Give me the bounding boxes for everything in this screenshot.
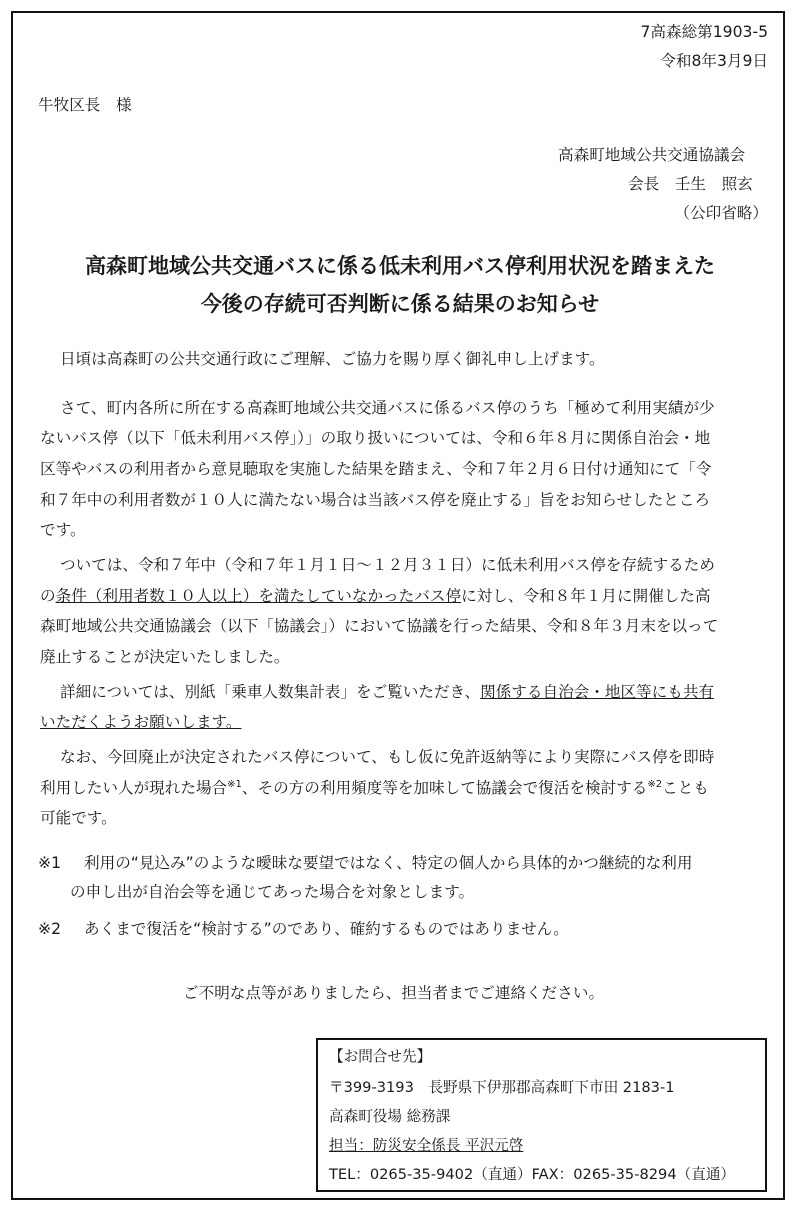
paragraph-5-line-2-middle: 、その方の利用頻度等を加味して協議会で復活を検討する xyxy=(241,779,648,797)
paragraph-5-line-1: なお、今回廃止が決定されたバス停について、もし仮に免許返納等により実際にバス停を即時 xyxy=(60,748,715,766)
paragraph-2-line-3: 区等やバスの利用者から意見聴取を実施した結果を踏まえ、令和７年２月６日付け通知にて「令 xyxy=(40,460,712,478)
contact-person: 担当：防災安全係長 平沢元啓 xyxy=(329,1137,524,1154)
closing-sentence: ご不明な点等がありましたら、担当者までご連絡ください。 xyxy=(183,984,605,1002)
note-2-line-1: あくまで復活を“検討する”のであり、確約するものではありません。 xyxy=(84,920,569,938)
paragraph-2-line-4: 和７年中の利用者数が１０人に満たない場合は当該バス停を廃止する」旨をお知らせしたところ xyxy=(40,491,711,509)
contact-heading: 【お問合せ先】 xyxy=(329,1048,432,1065)
paragraph-4-line-1 xyxy=(60,682,714,702)
note-2-mark: ※2 xyxy=(38,920,61,938)
paragraph-4-line-2: いただくようお願いします。 xyxy=(40,713,242,731)
paragraph-greeting: 日頃は高森町の公共交通行政にご理解、ご協力を賜り厚く御礼申し上げます。 xyxy=(60,350,605,368)
paragraph-3-line-3: 森町地域公共交通協議会（以下「協議会」）において協議を行った結果、令和８年３月末を以って xyxy=(40,617,719,635)
paragraph-2-line-5: です。 xyxy=(40,521,86,539)
issue-date: 令和8年3月9日 xyxy=(660,52,768,70)
seal-note: （公印省略） xyxy=(674,204,768,222)
share-request-text: 関係する自治会・地区等にも共有 xyxy=(480,683,715,701)
paragraph-5-line-2-start: 利用したい人が現れた場合 xyxy=(40,779,228,797)
contact-phone-fax: TEL：0265-35-9402（直通）FAX：0265-35-8294（直通） xyxy=(329,1166,736,1183)
paragraph-2-line-2: ないバス停（以下「低未利用バス停」）」の取り扱いについては、令和６年８月に関係自治会・地 xyxy=(40,429,711,447)
contact-address: 〒399-3193 長野県下伊那郡高森町下市田 2183-1 xyxy=(329,1079,675,1096)
note-1-line-2: の申し出が自治会等を通じてあった場合を対象とします。 xyxy=(70,883,475,901)
footnote-ref-2: ※2 xyxy=(647,778,663,790)
paragraph-4-line-1-start: 詳細については、別紙「乗車人数集計表」をご覧いただき、 xyxy=(60,683,481,701)
paragraph-3-line-4: 廃止することが決定いたしました。 xyxy=(40,648,290,666)
paragraph-3-line-1: ついては、令和７年中（令和７年１月１日～１２月３１日）に低未利用バス停を存続するため xyxy=(60,556,715,574)
contact-box xyxy=(316,1038,767,1192)
note-1-mark: ※1 xyxy=(38,854,61,872)
sender-organization: 高森町地域公共交通協議会 xyxy=(558,146,746,164)
recipient: 牛牧区長 様 xyxy=(38,96,132,114)
document-title-line-2: 今後の存続可否判断に係る結果のお知らせ xyxy=(200,291,600,316)
paragraph-3-line-2-end: に対し、令和８年１月に開催した高 xyxy=(461,587,711,605)
sender-name: 会長 壬生 照玄 xyxy=(628,175,753,193)
paragraph-5-line-2 xyxy=(40,778,709,798)
paragraph-2-line-1: さて、町内各所に所在する高森町地域公共交通バスに係るバス停のうち「極めて利用実績が少 xyxy=(60,399,715,417)
document-title-line-1: 高森町地域公共交通バスに係る低未利用バス停利用状況を踏まえた xyxy=(85,253,715,278)
footnote-ref-1: ※1 xyxy=(227,778,242,790)
paragraph-3-line-2 xyxy=(40,586,711,606)
paragraph-5-line-3: 可能です。 xyxy=(40,809,117,827)
note-1-line-1: 利用の“見込み”のような曖昧な要望ではなく、特定の個人から具体的かつ継続的な利用 xyxy=(84,854,693,872)
paragraph-5-line-2-end: ことも xyxy=(662,779,709,797)
unmet-condition-text: 条件（利用者数１０人以上）を満たしていなかったバス停 xyxy=(55,587,462,605)
paragraph-3-line-2-start: の xyxy=(40,587,56,605)
contact-office: 高森町役場 総務課 xyxy=(329,1108,451,1125)
document-number: 7高森総第1903-5 xyxy=(640,23,768,41)
